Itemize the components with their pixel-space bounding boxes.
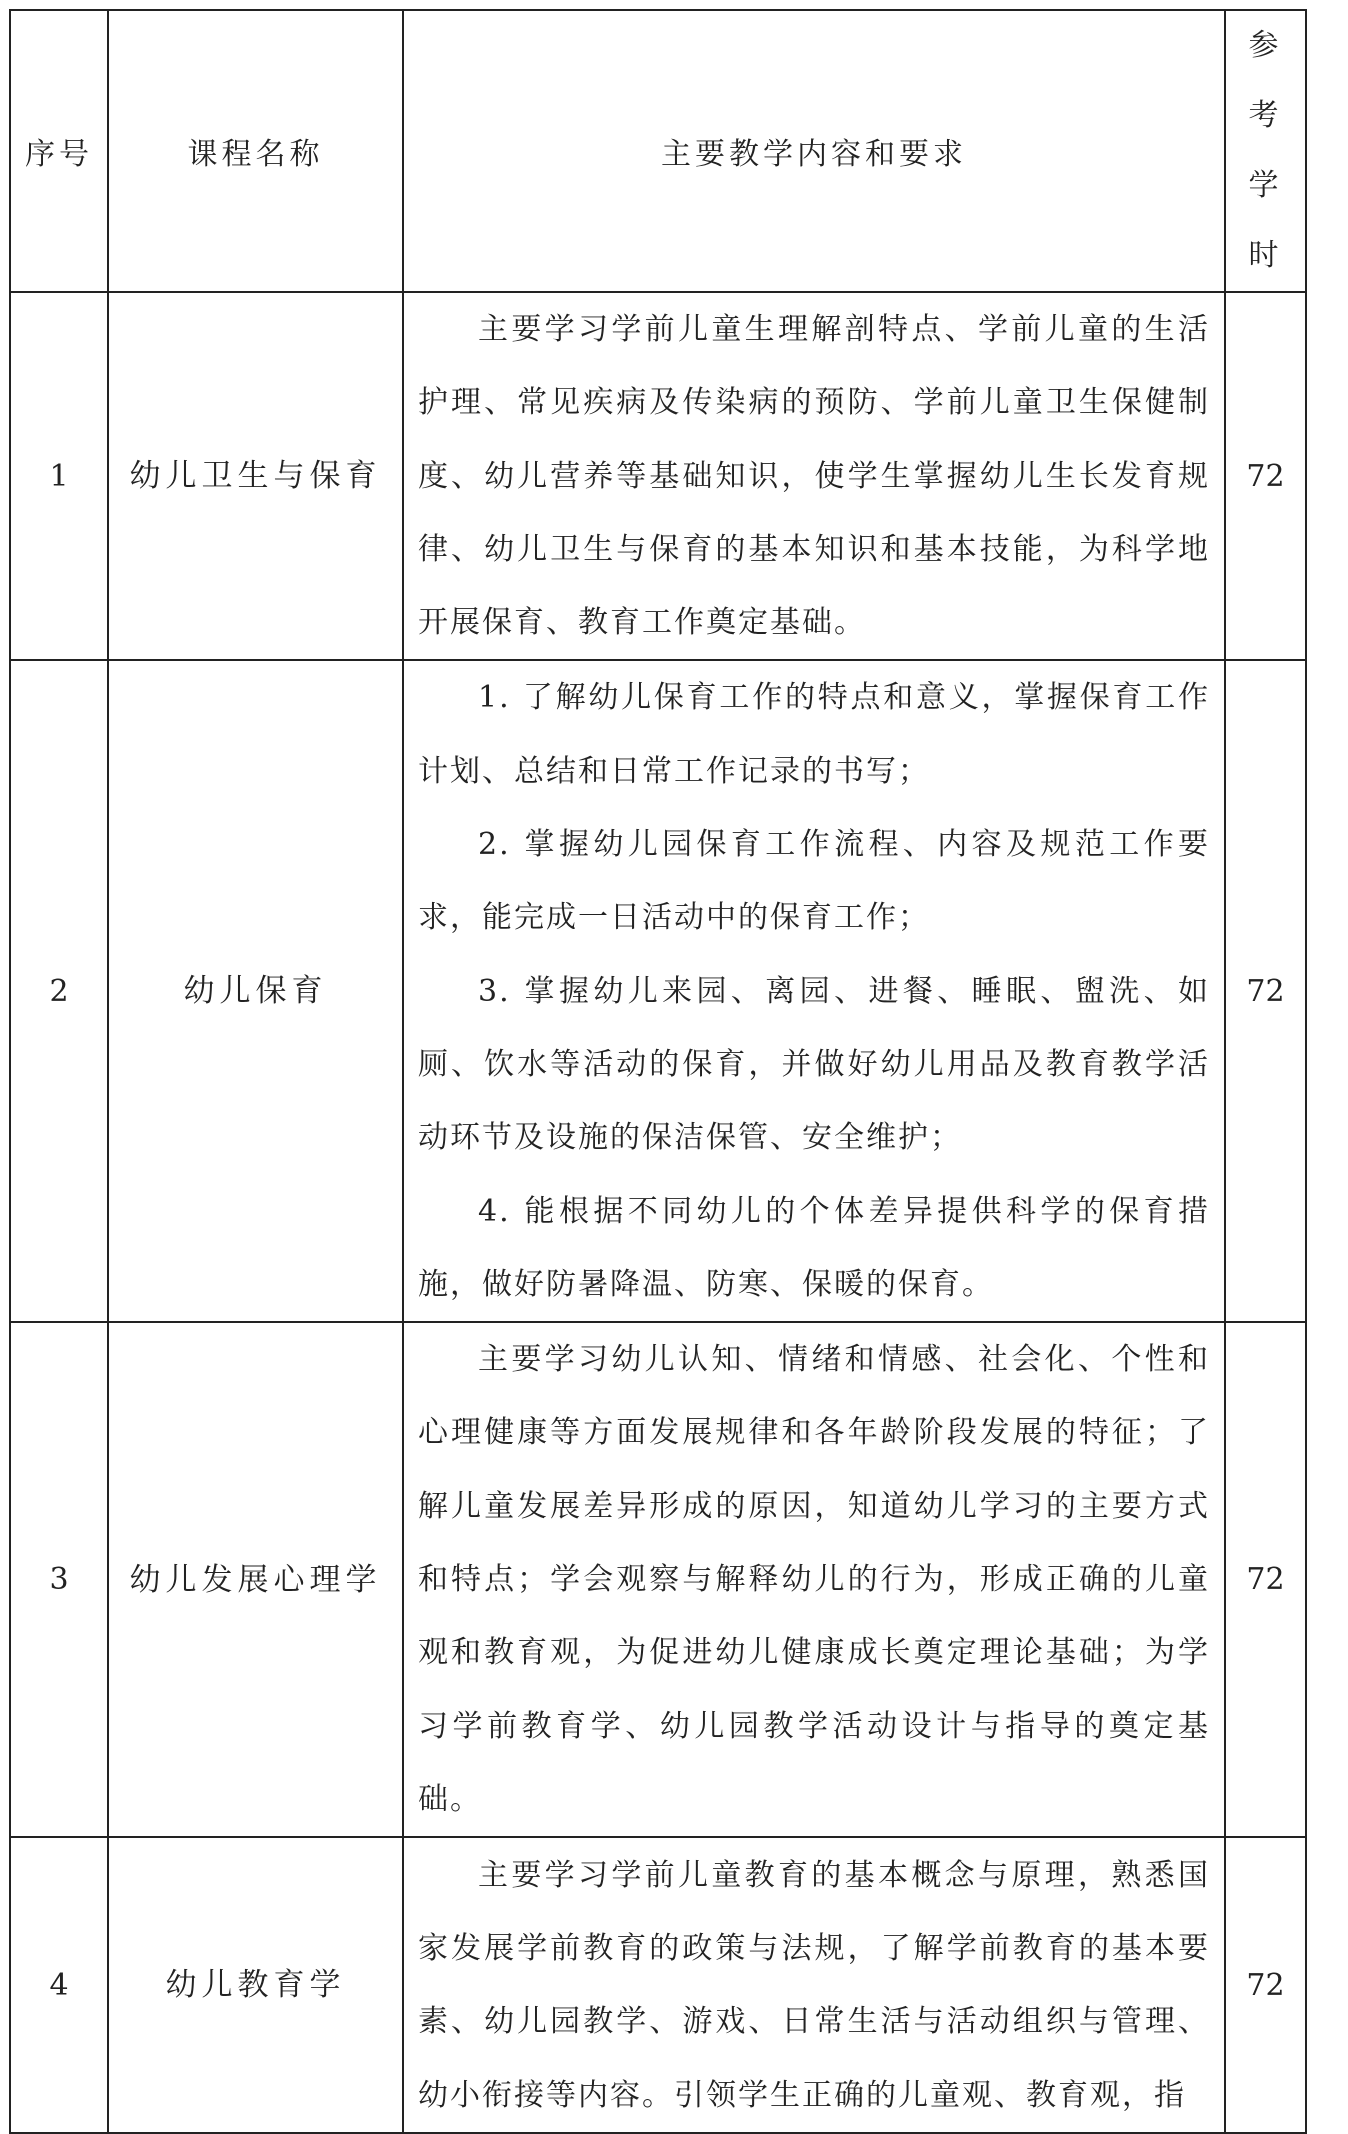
course-hours: 72 [1225,1322,1306,1837]
course-content [403,660,1225,1322]
table-row [10,292,1306,660]
course-content [403,292,1225,660]
header-index: 序号 [10,10,108,292]
content-paragraph: 主要学习幼儿认知、情绪和情感、社会化、个性和心理健康等方面发展规律和各年龄阶段发展的特征；了解儿童发展差异形成的原因，知道幼儿学习的主要方式和特点；学会观察与解释幼儿的行为，形成正确的儿童观和教育观，为促进幼儿健康成长奠定理论基础；为学习学前教育学、幼儿园教学活动设计与指导的奠定基础。 [418,1342,1210,1817]
curriculum-table [9,9,1307,2134]
content-paragraph: 1. 了解幼儿保育工作的特点和意义，掌握保育工作计划、总结和日常工作记录的书写； [418,680,1210,789]
row-index: 4 [10,1837,108,2133]
row-index: 2 [10,660,108,1322]
header-content: 主要教学内容和要求 [403,10,1225,292]
content-paragraph: 2. 掌握幼儿园保育工作流程、内容及规范工作要求，能完成一日活动中的保育工作； [418,827,1210,936]
row-index: 3 [10,1322,108,1837]
course-hours: 72 [1225,1837,1306,2133]
course-name: 幼儿保育 [108,660,403,1322]
row-index: 1 [10,292,108,660]
content-paragraph: 3. 掌握幼儿来园、离园、进餐、睡眠、盥洗、如厕、饮水等活动的保育，并做好幼儿用品及教育教学活动环节及设施的保洁保管、安全维护； [418,973,1210,1156]
content-paragraph: 4. 能根据不同幼儿的个体差异提供科学的保育措施，做好防暑降温、防寒、保暖的保育。 [418,1193,1210,1302]
course-name: 幼儿卫生与保育 [108,292,403,660]
table-row [10,1837,1306,2133]
course-hours: 72 [1225,292,1306,660]
table-row [10,660,1306,1322]
course-content [403,1837,1225,2133]
table-row [10,1322,1306,1837]
content-paragraph: 主要学习学前儿童生理解剖特点、学前儿童的生活护理、常见疾病及传染病的预防、学前儿童卫生保健制度、幼儿营养等基础知识，使学生掌握幼儿生长发育规律、幼儿卫生与保育的基本知识和基本技能，为科学地开展保育、教育工作奠定基础。 [418,312,1210,641]
course-hours: 72 [1225,660,1306,1322]
table-header-row [10,10,1306,292]
course-content [403,1322,1225,1837]
content-paragraph: 主要学习学前儿童教育的基本概念与原理，熟悉国家发展学前教育的政策与法规，了解学前教育的基本要素、幼儿园教学、游戏、日常生活与活动组织与管理、幼小衔接等内容。引领学生正确的儿童观、教育观，指 [418,1857,1210,2113]
course-name: 幼儿教育学 [108,1837,403,2133]
course-name: 幼儿发展心理学 [108,1322,403,1837]
header-hours: 参考学时 [1225,10,1306,292]
header-course-name: 课程名称 [108,10,403,292]
